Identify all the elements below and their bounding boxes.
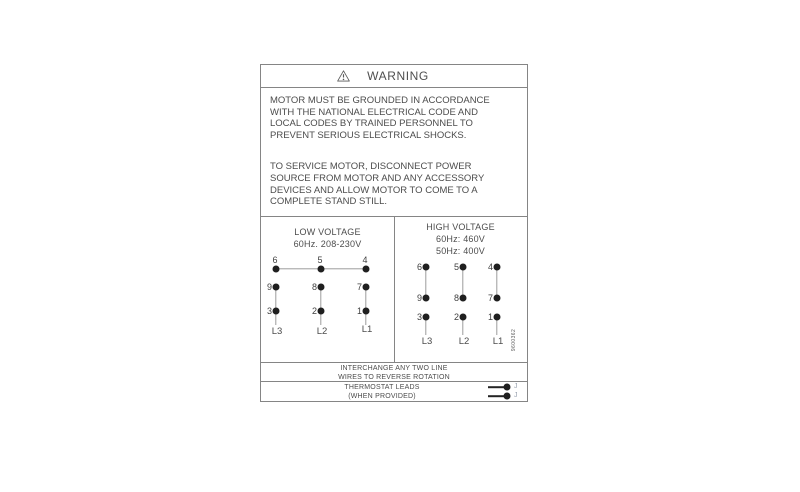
lv-dot-6: [273, 266, 280, 273]
hv-terminal-2: 2: [453, 312, 459, 322]
notice-line: WITH THE NATIONAL ELECTRICAL CODE AND: [270, 106, 478, 118]
rotation-note-line1: INTERCHANGE ANY TWO LINE: [340, 365, 448, 372]
lv-line-L2: L2: [316, 326, 328, 337]
hv-dot-1: [494, 314, 501, 321]
hv-terminal-9: 9: [416, 293, 422, 303]
lv-terminal-6: 6: [272, 255, 278, 265]
motor-warning-label: [260, 64, 528, 402]
lv-dot-4: [363, 266, 370, 273]
hv-dot-5: [460, 264, 467, 271]
low-voltage-title: LOW VOLTAGE: [294, 227, 361, 237]
thermostat-lead-label-1: J: [514, 383, 518, 390]
hv-connector: [496, 267, 497, 298]
warning-title: WARNING: [367, 69, 429, 83]
notice-line: SOURCE FROM MOTOR AND ANY ACCESSORY: [270, 172, 485, 184]
hv-dot-4: [494, 264, 501, 271]
notice-line: DEVICES AND ALLOW MOTOR TO COME TO A: [270, 184, 478, 196]
hv-line-L2: L2: [458, 336, 470, 347]
thermostat-lead-dot: [504, 393, 511, 400]
hv-terminal-6: 6: [416, 262, 422, 272]
rotation-note-line2: WIRES TO REVERSE ROTATION: [338, 374, 450, 381]
lv-terminal-9: 9: [266, 282, 272, 292]
lv-connector: [275, 287, 276, 325]
hv-dot-3: [423, 314, 430, 321]
part-number: 9600362: [511, 328, 517, 352]
hv-terminal-1: 1: [487, 312, 493, 322]
high-voltage-subtitle-60hz: 60Hz: 460V: [435, 234, 486, 244]
hv-dot-7: [494, 295, 501, 302]
lv-line-L3: L3: [271, 326, 283, 337]
hv-terminal-4: 4: [487, 262, 493, 272]
lv-dot-7: [363, 284, 370, 291]
notice-line: LOCAL CODES BY TRAINED PERSONNEL TO: [270, 118, 473, 130]
lv-terminal-2: 2: [311, 306, 317, 316]
notice-line: COMPLETE STAND STILL.: [270, 196, 388, 208]
lv-connector: [365, 287, 366, 325]
divider: [261, 362, 527, 363]
thermostat-lead-dot: [504, 384, 511, 391]
thermostat-lead-line: [488, 395, 504, 397]
lv-line-L1: L1: [361, 324, 373, 335]
lv-dot-8: [318, 284, 325, 291]
lv-terminal-8: 8: [311, 282, 317, 292]
hv-terminal-5: 5: [453, 262, 459, 272]
safety-notice: [270, 88, 522, 208]
warning-triangle-icon: [337, 70, 350, 82]
hv-connector: [425, 267, 426, 298]
thermostat-lead-line: [488, 386, 504, 388]
lv-connector: [320, 287, 321, 325]
notice-line: TO SERVICE MOTOR, DISCONNECT POWER: [270, 161, 472, 173]
lv-terminal-4: 4: [362, 255, 368, 265]
hv-dot-6: [423, 264, 430, 271]
lv-terminal-7: 7: [356, 282, 362, 292]
thermostat-note-line1: THERMOSTAT LEADS: [344, 384, 420, 391]
lv-terminal-1: 1: [356, 306, 362, 316]
hv-connector: [462, 267, 463, 298]
high-voltage-subtitle-50hz: 50Hz: 400V: [435, 246, 486, 256]
hv-terminal-8: 8: [453, 293, 459, 303]
warning-header: [261, 65, 527, 88]
lv-dot-3: [273, 308, 280, 315]
hv-line-L1: L1: [492, 336, 504, 347]
lv-dot-5: [318, 266, 325, 273]
lv-terminal-3: 3: [266, 306, 272, 316]
lv-dot-1: [363, 308, 370, 315]
notice-line: MOTOR MUST BE GROUNDED IN ACCORDANCE: [270, 95, 490, 106]
hv-line-L3: L3: [421, 336, 433, 347]
low-voltage-subtitle: 60Hz. 208-230V: [293, 239, 362, 249]
lv-dot-9: [273, 284, 280, 291]
thermostat-lead-label-2: J: [514, 392, 518, 399]
notice-line: PREVENT SERIOUS ELECTRICAL SHOCKS.: [270, 129, 467, 141]
thermostat-note-line2: (WHEN PROVIDED): [348, 393, 416, 400]
hv-terminal-3: 3: [416, 312, 422, 322]
hv-dot-8: [460, 295, 467, 302]
hv-terminal-7: 7: [487, 293, 493, 303]
lv-dot-2: [318, 308, 325, 315]
high-voltage-title: HIGH VOLTAGE: [426, 222, 495, 232]
lv-terminal-5: 5: [317, 255, 323, 265]
hv-dot-9: [423, 295, 430, 302]
hv-dot-2: [460, 314, 467, 321]
